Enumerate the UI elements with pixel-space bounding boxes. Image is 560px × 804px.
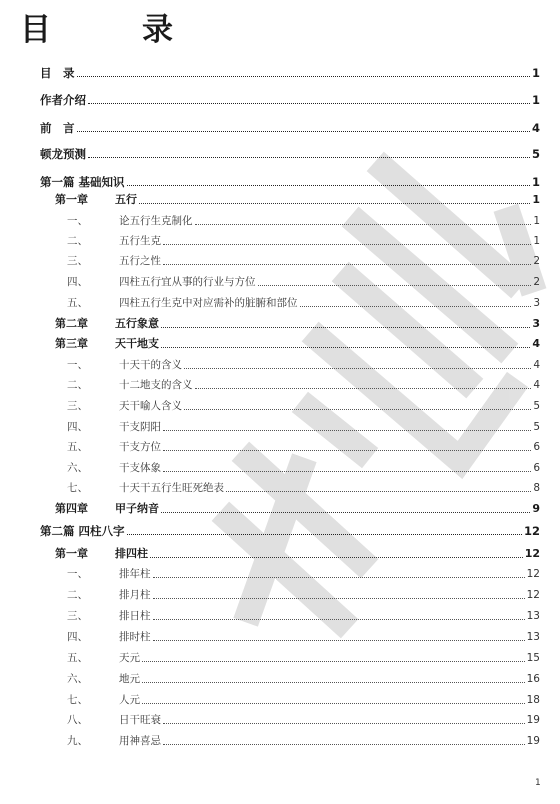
toc-entry-page: 1 [531, 93, 540, 107]
toc-entry-title: 地元 [119, 673, 140, 685]
toc-entry-page: 3 [532, 317, 540, 330]
toc-entry-number: 一、 [67, 568, 88, 580]
toc-entry-title: 第二篇 四柱八字 [40, 524, 125, 538]
toc-entry-title: 顿龙预测 [40, 147, 86, 161]
toc-entry-number: 五、 [67, 652, 88, 664]
dot-leader [163, 450, 531, 451]
toc-entry-page: 6 [533, 462, 540, 474]
toc-entry-title: 十天干的含义 [119, 359, 182, 371]
toc-entry[interactable] [67, 729, 540, 749]
toc-entry-title: 五行之性 [119, 255, 161, 267]
toc-entry-number: 三、 [67, 610, 88, 622]
toc-entry[interactable] [67, 562, 540, 582]
dot-leader [163, 244, 531, 245]
dot-leader [153, 619, 525, 620]
toc-entry-page: 4 [531, 121, 540, 135]
dot-leader [77, 76, 530, 77]
dot-leader [161, 347, 530, 348]
toc-entry[interactable] [55, 188, 540, 208]
toc-entry-page: 13 [526, 610, 540, 622]
toc-entry[interactable] [55, 312, 540, 332]
toc-entry[interactable] [67, 249, 540, 269]
toc-entry[interactable] [40, 170, 540, 190]
toc-entry-number: 四、 [67, 631, 88, 643]
toc-entry[interactable] [67, 646, 540, 666]
dot-leader [300, 306, 532, 307]
toc-entry-title: 五行 [115, 193, 137, 206]
toc-entry[interactable] [67, 394, 540, 414]
toc-entry-number: 第二章 [55, 317, 88, 330]
toc-entry-title: 排年柱 [119, 568, 151, 580]
toc-entry-number: 六、 [67, 673, 88, 685]
dot-leader [195, 224, 532, 225]
toc-entry-title: 天干地支 [115, 337, 159, 350]
toc-entry-page: 1 [531, 175, 540, 189]
toc-entry-page: 4 [532, 337, 540, 350]
toc-entry-title: 论五行生克制化 [119, 215, 193, 227]
toc-entry-number: 八、 [67, 714, 88, 726]
page-number: 1 [535, 778, 541, 788]
dot-leader [161, 512, 530, 513]
toc-entry-page: 19 [526, 735, 540, 747]
dot-leader [77, 131, 530, 132]
dot-leader [127, 534, 522, 535]
dot-leader [161, 327, 530, 328]
toc-entry[interactable] [67, 708, 540, 728]
toc-entry-page: 12 [526, 568, 540, 580]
dot-leader [184, 368, 531, 369]
toc-entry-number: 四、 [67, 421, 88, 433]
toc-entry-number: 七、 [67, 482, 88, 494]
toc-entry[interactable] [55, 542, 540, 562]
toc-entry-page: 8 [533, 482, 540, 494]
toc-entry-title: 五行生克 [119, 235, 161, 247]
toc-entry-number: 二、 [67, 589, 88, 601]
toc-entry-page: 2 [533, 276, 540, 288]
toc-entry-title: 干支阴阳 [119, 421, 161, 433]
toc-entry-page: 12 [523, 524, 540, 538]
toc-entry[interactable] [67, 373, 540, 393]
toc-entry-page: 3 [533, 297, 540, 309]
toc-entry-number: 六、 [67, 462, 88, 474]
toc-entry-title: 干支方位 [119, 441, 161, 453]
toc-entry-page: 5 [533, 400, 540, 412]
toc-entry-number: 二、 [67, 235, 88, 247]
toc-entry[interactable] [67, 415, 540, 435]
toc-entry[interactable] [40, 519, 540, 539]
toc-entry-number: 第三章 [55, 337, 88, 350]
toc-entry-number: 五、 [67, 297, 88, 309]
dot-leader [153, 598, 525, 599]
dot-leader [163, 430, 531, 431]
dot-leader [153, 640, 525, 641]
toc-entry-title: 排四柱 [115, 547, 148, 560]
page-title: 目 录 [20, 12, 203, 48]
toc-entry[interactable] [67, 435, 540, 455]
dot-leader [226, 491, 531, 492]
toc-entry-page: 6 [533, 441, 540, 453]
dot-leader [153, 577, 525, 578]
toc-entry-page: 9 [532, 502, 540, 515]
toc-entry-title: 日干旺衰 [119, 714, 161, 726]
dot-leader [184, 409, 531, 410]
toc-entry[interactable] [55, 497, 540, 517]
toc-entry-page: 1 [533, 235, 540, 247]
dot-leader [127, 185, 530, 186]
toc-entry[interactable] [67, 604, 540, 624]
toc-entry[interactable] [67, 476, 540, 496]
toc-entry-page: 16 [526, 673, 540, 685]
toc-entry-title: 作者介绍 [40, 93, 86, 107]
toc-entry-title: 十天干五行生旺死绝表 [119, 482, 224, 494]
toc-entry-number: 三、 [67, 255, 88, 267]
dot-leader [163, 264, 531, 265]
toc-entry-number: 五、 [67, 441, 88, 453]
toc-entry-title: 天干喻人含义 [119, 400, 182, 412]
toc-entry-title: 十二地支的含义 [119, 379, 193, 391]
toc-entry[interactable] [67, 209, 540, 229]
toc-entry-page: 1 [531, 66, 540, 80]
toc-entry-page: 2 [533, 255, 540, 267]
dot-leader [142, 682, 525, 683]
toc-entry[interactable] [67, 625, 540, 645]
toc-entry-number: 一、 [67, 215, 88, 227]
toc-entry-title: 人元 [119, 694, 140, 706]
dot-leader [139, 203, 530, 204]
toc-entry-title: 目 录 [40, 66, 75, 80]
dot-leader [88, 103, 530, 104]
toc-entry-number: 第一章 [55, 547, 88, 560]
dot-leader [163, 471, 531, 472]
toc-entry-title: 前 言 [40, 121, 75, 135]
toc-entry-title: 甲子纳音 [115, 502, 159, 515]
toc-entry[interactable] [40, 88, 540, 108]
toc-entry[interactable] [67, 291, 540, 311]
toc-entry-number: 第一章 [55, 193, 88, 206]
dot-leader [142, 661, 525, 662]
toc-entry-page: 5 [533, 421, 540, 433]
toc-entry-page: 12 [524, 547, 540, 560]
dot-leader [195, 388, 532, 389]
toc-entry[interactable] [55, 332, 540, 352]
toc-entry-page: 5 [531, 147, 540, 161]
toc-entry-title: 排月柱 [119, 589, 151, 601]
toc-entry-title: 用神喜忌 [119, 735, 161, 747]
toc-entry-title: 五行象意 [115, 317, 159, 330]
dot-leader [163, 744, 525, 745]
toc-entry[interactable] [40, 142, 540, 162]
toc-entry-title: 四柱五行生克中对应需补的脏腑和部位 [119, 297, 298, 309]
toc-entry-page: 18 [526, 694, 540, 706]
toc-entry-number: 九、 [67, 735, 88, 747]
dot-leader [88, 157, 530, 158]
toc-entry-number: 二、 [67, 379, 88, 391]
toc-entry[interactable] [40, 61, 540, 81]
toc-entry[interactable] [67, 583, 540, 603]
dot-leader [258, 285, 532, 286]
toc-entry-page: 19 [526, 714, 540, 726]
toc-entry-title: 干支体象 [119, 462, 161, 474]
toc-entry-number: 四、 [67, 276, 88, 288]
toc-entry-page: 1 [533, 215, 540, 227]
toc-entry-title: 排时柱 [119, 631, 151, 643]
toc-entry[interactable] [67, 270, 540, 290]
dot-leader [150, 557, 523, 558]
toc-entry[interactable] [67, 229, 540, 249]
toc-entry-number: 三、 [67, 400, 88, 412]
toc-entry-number: 一、 [67, 359, 88, 371]
toc-entry-page: 1 [532, 193, 540, 206]
toc-entry-page: 15 [526, 652, 540, 664]
toc-entry-title: 天元 [119, 652, 140, 664]
toc-entry[interactable] [67, 688, 540, 708]
dot-leader [142, 703, 525, 704]
toc-entry-page: 4 [533, 379, 540, 391]
dot-leader [163, 723, 525, 724]
toc-entry-title: 第一篇 基础知识 [40, 175, 125, 189]
toc-entry-page: 12 [526, 589, 540, 601]
toc-entry[interactable] [40, 116, 540, 136]
toc-entry[interactable] [67, 456, 540, 476]
toc-entry-title: 四柱五行宜从事的行业与方位 [119, 276, 256, 288]
toc-entry[interactable] [67, 667, 540, 687]
toc-entry-number: 第四章 [55, 502, 88, 515]
toc-entry-title: 排日柱 [119, 610, 151, 622]
toc-entry[interactable] [67, 353, 540, 373]
toc-entry-page: 4 [533, 359, 540, 371]
toc-entry-number: 七、 [67, 694, 88, 706]
toc-entry-page: 13 [526, 631, 540, 643]
